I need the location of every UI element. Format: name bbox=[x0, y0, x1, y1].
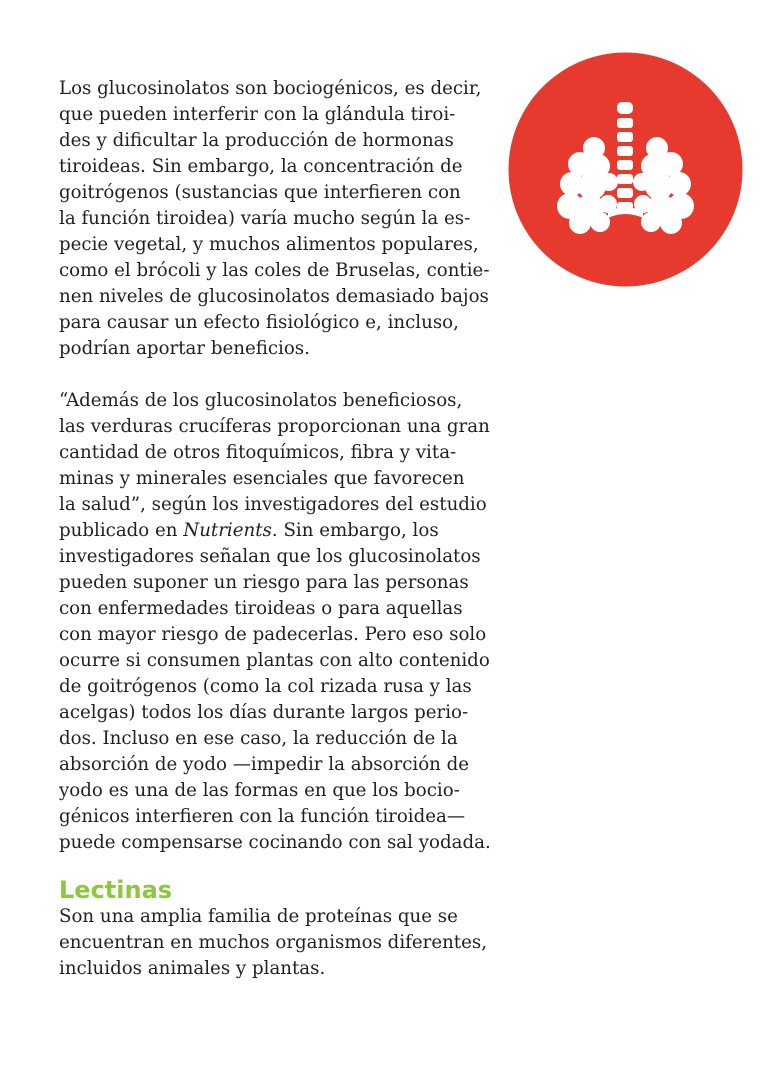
text-line: dos. Incluso en ese caso, la reducción de la bbox=[59, 728, 458, 749]
text-line: ocurre si consumen plantas con alto contenido bbox=[59, 650, 490, 671]
text-line: puede compensarse cocinando con sal yodada. bbox=[59, 832, 491, 853]
text-line: Son una amplia familia de proteínas que se bbox=[59, 906, 458, 927]
paragraph-cruciferous bbox=[59, 388, 504, 856]
journal-name: Nutrients bbox=[183, 520, 272, 541]
text-fragment: publicado en bbox=[59, 520, 184, 541]
text-line: pecie vegetal, y muchos alimentos populares, bbox=[59, 234, 479, 255]
section-heading-lectinas: Lectinas bbox=[59, 876, 173, 904]
text-line: las verduras crucíferas proporcionan una gran bbox=[59, 416, 490, 437]
text-line: génicos interfieren con la función tiroidea— bbox=[59, 806, 466, 827]
text-line: yodo es una de las formas en que los bocio- bbox=[59, 780, 460, 801]
text-line: cantidad de otros fitoquímicos, fibra y vita- bbox=[59, 442, 457, 463]
text-line: “Además de los glucosinolatos beneficiosos, bbox=[59, 390, 463, 411]
text-line: Los glucosinolatos son bociogénicos, es decir, bbox=[59, 78, 482, 99]
text-line: investigadores señalan que los glucosinolatos bbox=[59, 546, 481, 567]
text-line: de goitrógenos (como la col rizada rusa y las bbox=[59, 676, 472, 697]
text-line: acelgas) todos los días durante largos perio- bbox=[59, 702, 469, 723]
text-line: que pueden interferir con la glándula tiroi- bbox=[59, 104, 456, 125]
text-line: para causar un efecto fisiológico e, incluso, bbox=[59, 312, 459, 333]
text-line: pueden suponer un riesgo para las personas bbox=[59, 572, 469, 593]
text-line: la función tiroidea) varía mucho según la es- bbox=[59, 208, 471, 229]
text-line-with-citation bbox=[59, 518, 504, 544]
text-line: des y dificultar la producción de hormonas bbox=[59, 130, 454, 151]
text-line: nen niveles de glucosinolatos demasiado bajos bbox=[59, 286, 489, 307]
text-line: tiroideas. Sin embargo, la concentración de bbox=[59, 156, 463, 177]
text-line: absorción de yodo —impedir la absorción de bbox=[59, 754, 470, 775]
text-line: con mayor riesgo de padecerlas. Pero eso solo bbox=[59, 624, 487, 645]
text-fragment: . Sin embargo, los bbox=[271, 520, 439, 541]
text-line: la salud”, según los investigadores del estudio bbox=[59, 494, 487, 515]
article-column bbox=[59, 76, 504, 982]
text-line: minas y minerales esenciales que favorecen bbox=[59, 468, 465, 489]
paragraph-lectinas bbox=[59, 904, 504, 982]
paragraph-glucosinolates bbox=[59, 76, 504, 362]
text-line: podrían aportar beneficios. bbox=[59, 338, 310, 359]
text-line: con enfermedades tiroideas o para aquellas bbox=[59, 598, 463, 619]
thyroid-icon bbox=[508, 52, 743, 287]
text-line: encuentran en muchos organismos diferentes, bbox=[59, 932, 487, 953]
text-line: incluidos animales y plantas. bbox=[59, 958, 326, 979]
text-line: como el brócoli y las coles de Bruselas, contie- bbox=[59, 260, 490, 281]
text-line: goitrógenos (sustancias que interfieren con bbox=[59, 182, 461, 203]
